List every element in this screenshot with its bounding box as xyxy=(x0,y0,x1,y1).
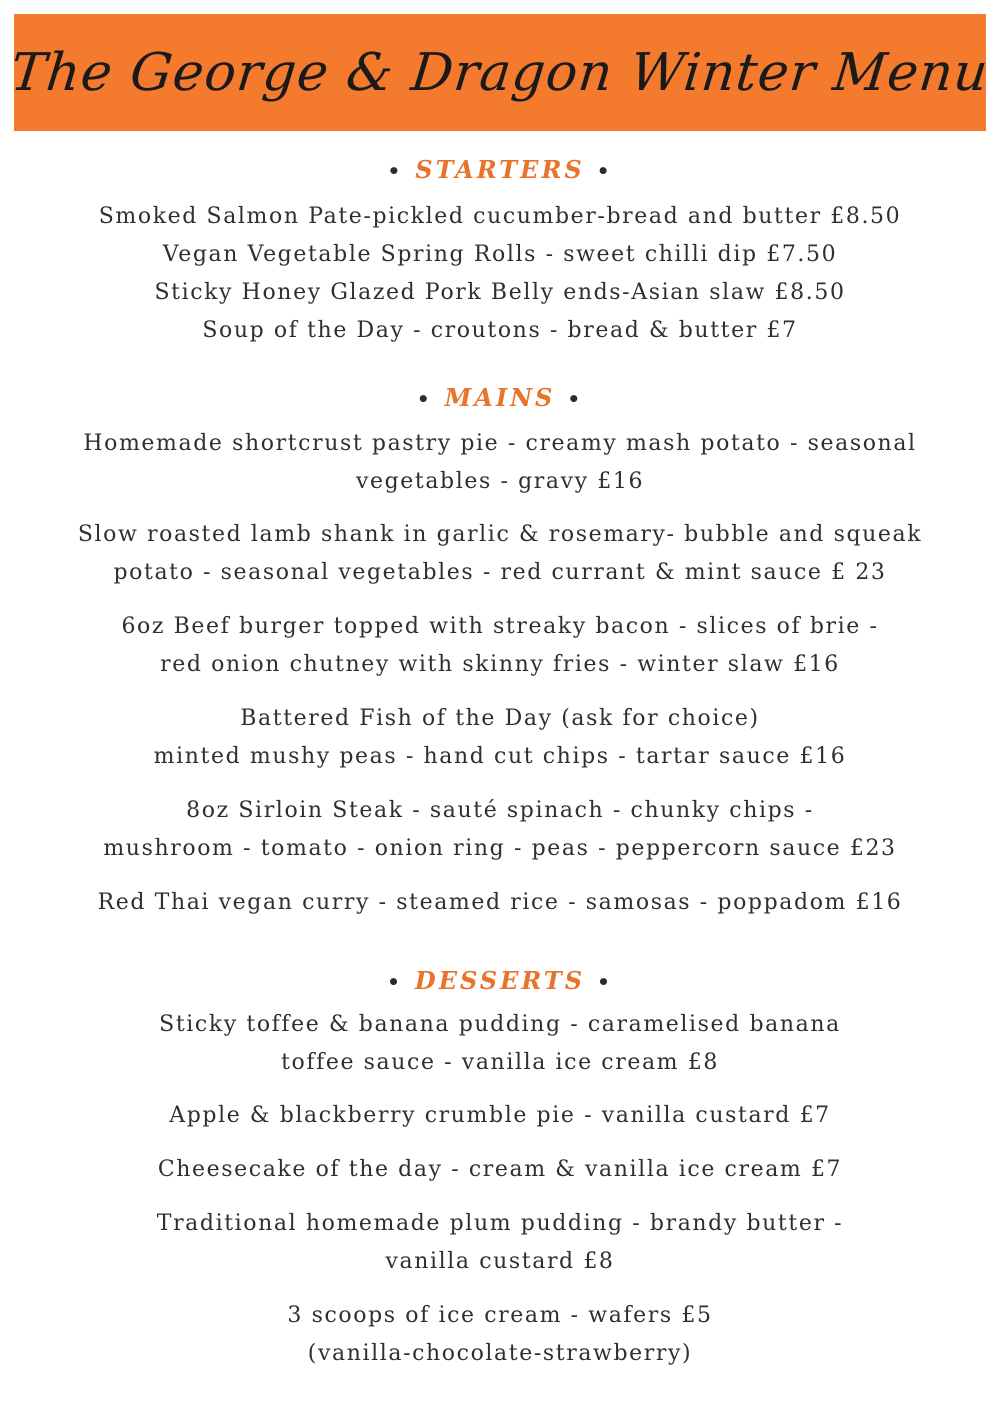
bullet-icon: • xyxy=(597,970,613,994)
dessert-item xyxy=(30,1097,970,1135)
main-item-line: Red Thai vegan curry - steamed rice - samosas - poppadom £16 xyxy=(97,890,903,915)
dessert-item-line: 3 scoops of ice cream - wafers £5 xyxy=(287,1303,713,1328)
bullet-icon: • xyxy=(387,159,404,183)
bullet-icon: • xyxy=(416,387,433,411)
starter-item xyxy=(30,236,970,274)
dessert-item xyxy=(30,1151,970,1189)
main-item xyxy=(30,516,970,592)
main-item-line: minted mushy peas - hand cut chips - tartar sauce £16 xyxy=(153,744,847,769)
main-item-line: mushroom - tomato - onion ring - peas - peppercorn sauce £23 xyxy=(103,836,897,861)
main-item-line: vegetables - gravy £16 xyxy=(355,469,645,494)
main-item xyxy=(30,608,970,684)
main-item xyxy=(30,884,970,922)
dessert-item xyxy=(30,1205,970,1281)
starter-item xyxy=(30,274,970,312)
desserts-heading-label: DESSERTS xyxy=(414,966,586,995)
starters-heading xyxy=(0,155,1000,186)
starter-item-line: Soup of the Day - croutons - bread & butter £7 xyxy=(202,318,798,343)
starter-item-line: Smoked Salmon Pate-pickled cucumber-bread and butter £8.50 xyxy=(98,204,902,229)
main-item xyxy=(30,425,970,501)
starter-item-line: Vegan Vegetable Spring Rolls - sweet chilli dip £7.50 xyxy=(162,242,838,267)
starter-item-line: Sticky Honey Glazed Pork Belly ends-Asian slaw £8.50 xyxy=(154,280,846,305)
bullet-icon: • xyxy=(596,159,613,183)
dessert-item-line: Cheesecake of the day - cream & vanilla ice cream £7 xyxy=(157,1157,843,1182)
main-item xyxy=(30,792,970,868)
main-item xyxy=(30,700,970,776)
main-item-line: red onion chutney with skinny fries - winter slaw £16 xyxy=(160,652,840,677)
dessert-item-line: Traditional homemade plum pudding - brandy butter - xyxy=(156,1211,844,1236)
bullet-icon: • xyxy=(387,970,403,994)
bullet-icon: • xyxy=(567,387,584,411)
main-item-line: 6oz Beef burger topped with streaky bacon - slices of brie - xyxy=(121,614,879,639)
main-item-line: potato - seasonal vegetables - red currant & mint sauce £ 23 xyxy=(113,560,887,585)
main-item-line: Slow roasted lamb shank in garlic & rosemary- bubble and squeak xyxy=(77,522,923,547)
dessert-item-line: vanilla custard £8 xyxy=(385,1249,615,1274)
starters-heading-label: STARTERS xyxy=(415,155,585,184)
main-item-line: Battered Fish of the Day (ask for choice) xyxy=(240,706,760,731)
dessert-item xyxy=(30,1006,970,1082)
dessert-item-line: Apple & blackberry crumble pie - vanilla custard £7 xyxy=(169,1103,831,1128)
dessert-item-line: (vanilla-chocolate-strawberry) xyxy=(307,1341,693,1366)
desserts-heading xyxy=(0,966,1000,997)
dessert-item-line: Sticky toffee & banana pudding - caramelised banana xyxy=(159,1012,841,1037)
mains-heading-label: MAINS xyxy=(444,383,556,412)
main-item-line: Homemade shortcrust pastry pie - creamy mash potato - seasonal xyxy=(83,431,917,456)
dessert-item-line: toffee sauce - vanilla ice cream £8 xyxy=(281,1050,719,1075)
dessert-item xyxy=(30,1297,970,1373)
menu-title: The George & Dragon Winter Menu xyxy=(8,42,992,103)
main-item-line: 8oz Sirloin Steak - sauté spinach - chunky chips - xyxy=(186,798,814,823)
starter-item xyxy=(30,198,970,236)
mains-heading xyxy=(0,383,1000,414)
starter-item xyxy=(30,312,970,350)
